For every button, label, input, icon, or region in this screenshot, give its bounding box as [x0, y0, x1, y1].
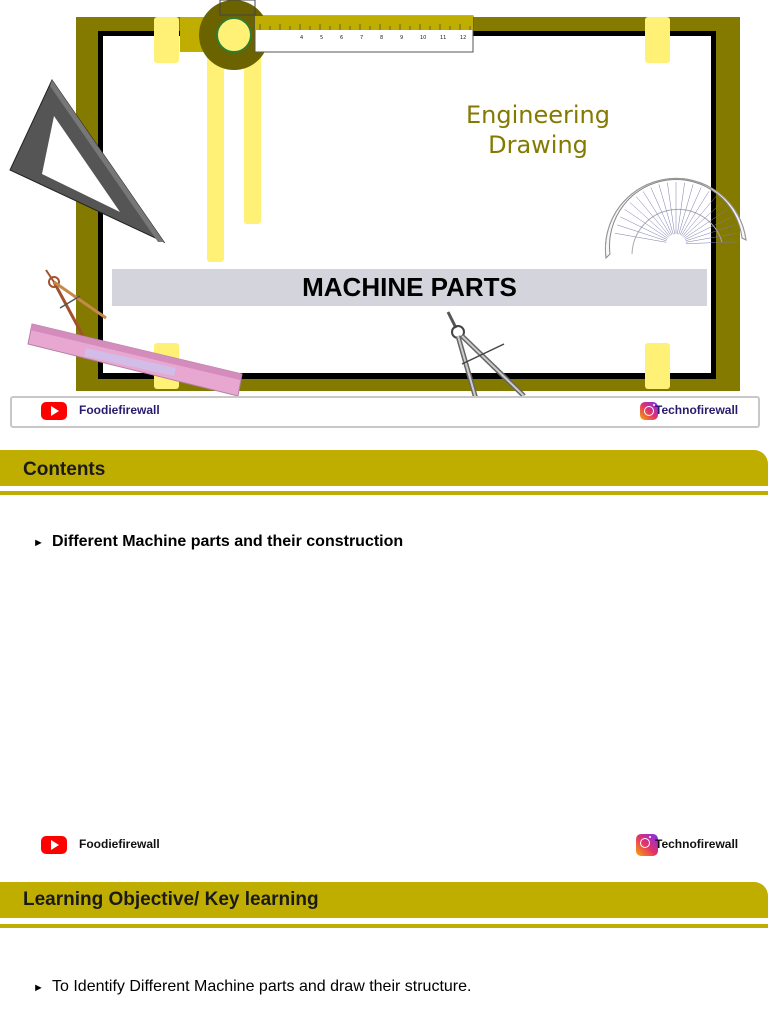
contents-header-underline: [0, 491, 768, 495]
contents-header-band: [0, 450, 768, 486]
title-slide: [0, 0, 768, 430]
ruler-tick-label: 6: [340, 35, 344, 41]
ruler-tick-label: 12: [460, 35, 467, 41]
t-square-blade-1: [207, 40, 224, 262]
youtube-icon[interactable]: [41, 836, 67, 854]
tape-top-left: [154, 17, 179, 63]
ruler-tick-label: 8: [380, 35, 384, 41]
youtube-icon[interactable]: [41, 402, 67, 420]
learning-heading: Learning Objective/ Key learning: [23, 889, 319, 910]
instagram-handle-label[interactable]: Technofirewall: [655, 837, 739, 851]
ruler-tick-label: 11: [440, 35, 447, 41]
set-square-icon: [8, 78, 168, 244]
pink-ruler-icon: [26, 318, 248, 404]
ruler-tick-label: 4: [300, 35, 304, 41]
ruler-tick-label: 7: [360, 35, 364, 41]
ruler-tick-label: 10: [420, 35, 427, 41]
ruler-tick-label: 9: [400, 35, 404, 41]
youtube-channel-label[interactable]: Foodiefirewall: [79, 403, 160, 417]
learning-bullet-1: To Identify Different Machine parts and draw their structure.: [52, 978, 472, 995]
learning-header-underline: [0, 924, 768, 928]
ruler-tick-label: 5: [320, 35, 324, 41]
protractor-icon: [602, 168, 748, 260]
instagram-handle-label[interactable]: Technofirewall: [655, 403, 739, 417]
contents-bullet-1: Different Machine parts and their construction: [52, 533, 404, 550]
t-square-ruler-icon: [180, 0, 480, 72]
subject-line-1: Engineering: [466, 101, 610, 129]
subject-title: [448, 100, 628, 160]
bullet-marker: ►: [33, 537, 44, 549]
bullet-marker: ►: [33, 982, 44, 994]
tape-top-right: [645, 17, 670, 63]
tape-bottom-right: [645, 343, 670, 389]
youtube-channel-label[interactable]: Foodiefirewall: [79, 837, 160, 851]
slide-title: MACHINE PARTS: [302, 272, 517, 302]
contents-heading: Contents: [23, 459, 106, 480]
subject-line-2: Drawing: [488, 131, 588, 159]
